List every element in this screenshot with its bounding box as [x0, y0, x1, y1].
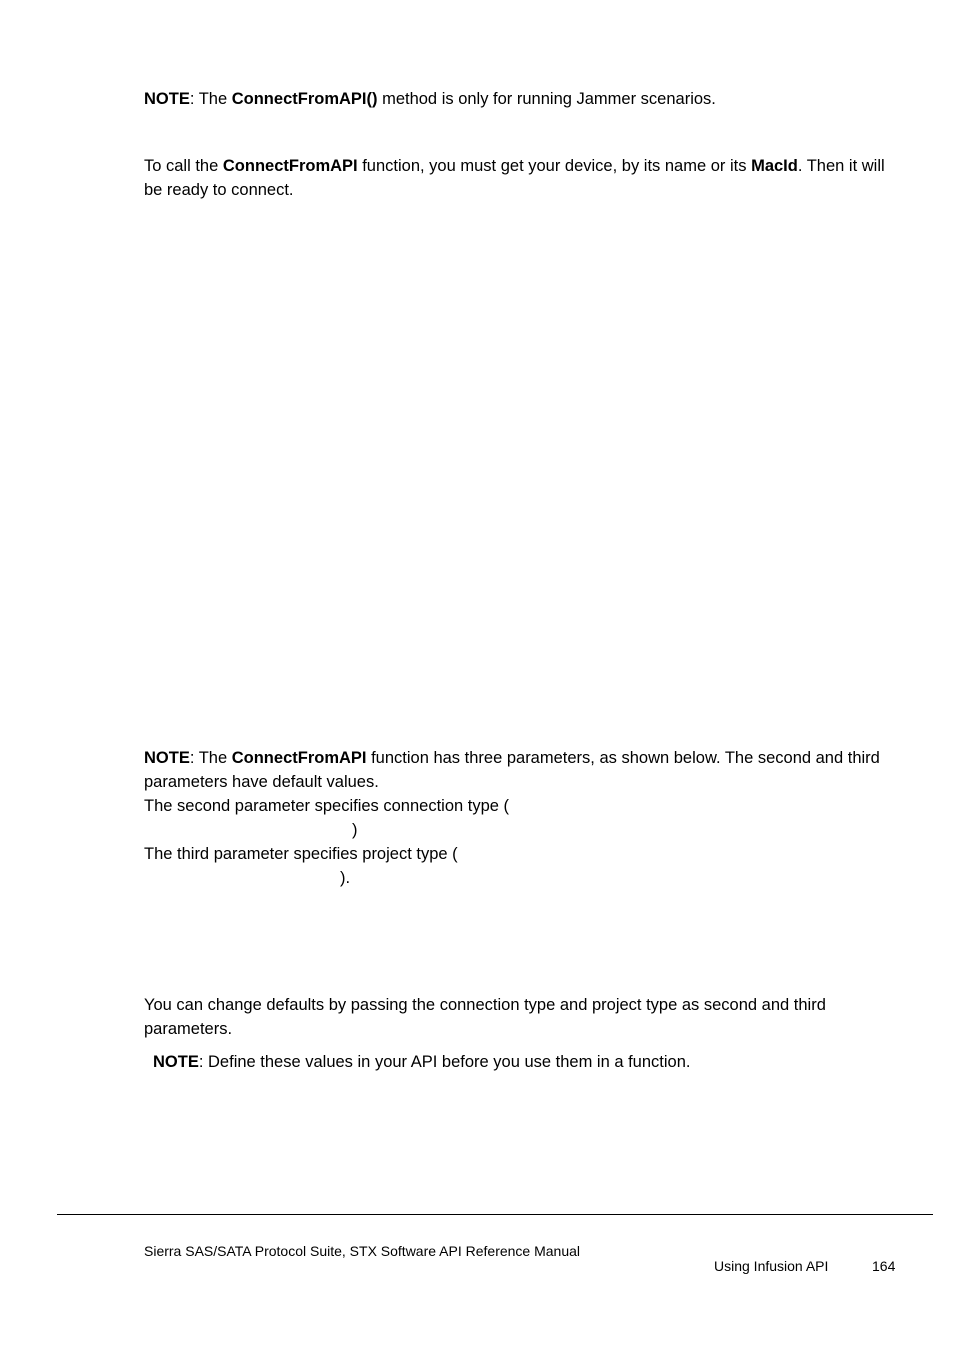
- note-parameters: NOTE: The ConnectFromAPI function has three parameters, as shown below. The second and third parameters have default values. The second parameter specifies connection type ( ) The third parameter specifies project type ( ).: [144, 746, 894, 890]
- macid-term: MacId: [751, 157, 798, 175]
- footer-manual-title: Sierra SAS/SATA Protocol Suite, STX Software API Reference Manual: [144, 1243, 581, 1259]
- paragraph-call-connect: To call the ConnectFromAPI function, you must get your device, by its name or its MacId. Then it will be ready to connect.: [144, 157, 885, 199]
- note-label: NOTE: [144, 90, 190, 108]
- function-name: ConnectFromAPI: [231, 749, 367, 767]
- note-jammer-only: NOTE: The ConnectFromAPI() method is only for running Jammer scenarios.: [144, 90, 716, 108]
- footer-page-number: 164: [872, 1258, 896, 1274]
- note-define-values: NOTE: Define these values in your API before you use them in a function.: [153, 1053, 691, 1071]
- footer-section-name: Using Infusion API: [714, 1258, 829, 1274]
- footer-divider: [57, 1214, 933, 1215]
- second-parameter-line: The second parameter specifies connection type (: [144, 797, 510, 815]
- note-label: NOTE: [144, 749, 190, 767]
- third-parameter-line: The third parameter specifies project type (: [144, 845, 458, 863]
- note-label: NOTE: [153, 1053, 199, 1071]
- function-name: ConnectFromAPI: [222, 157, 358, 175]
- paragraph-change-defaults: You can change defaults by passing the connection type and project type as second and third parameters.: [144, 996, 826, 1038]
- method-name: ConnectFromAPI(): [231, 90, 378, 108]
